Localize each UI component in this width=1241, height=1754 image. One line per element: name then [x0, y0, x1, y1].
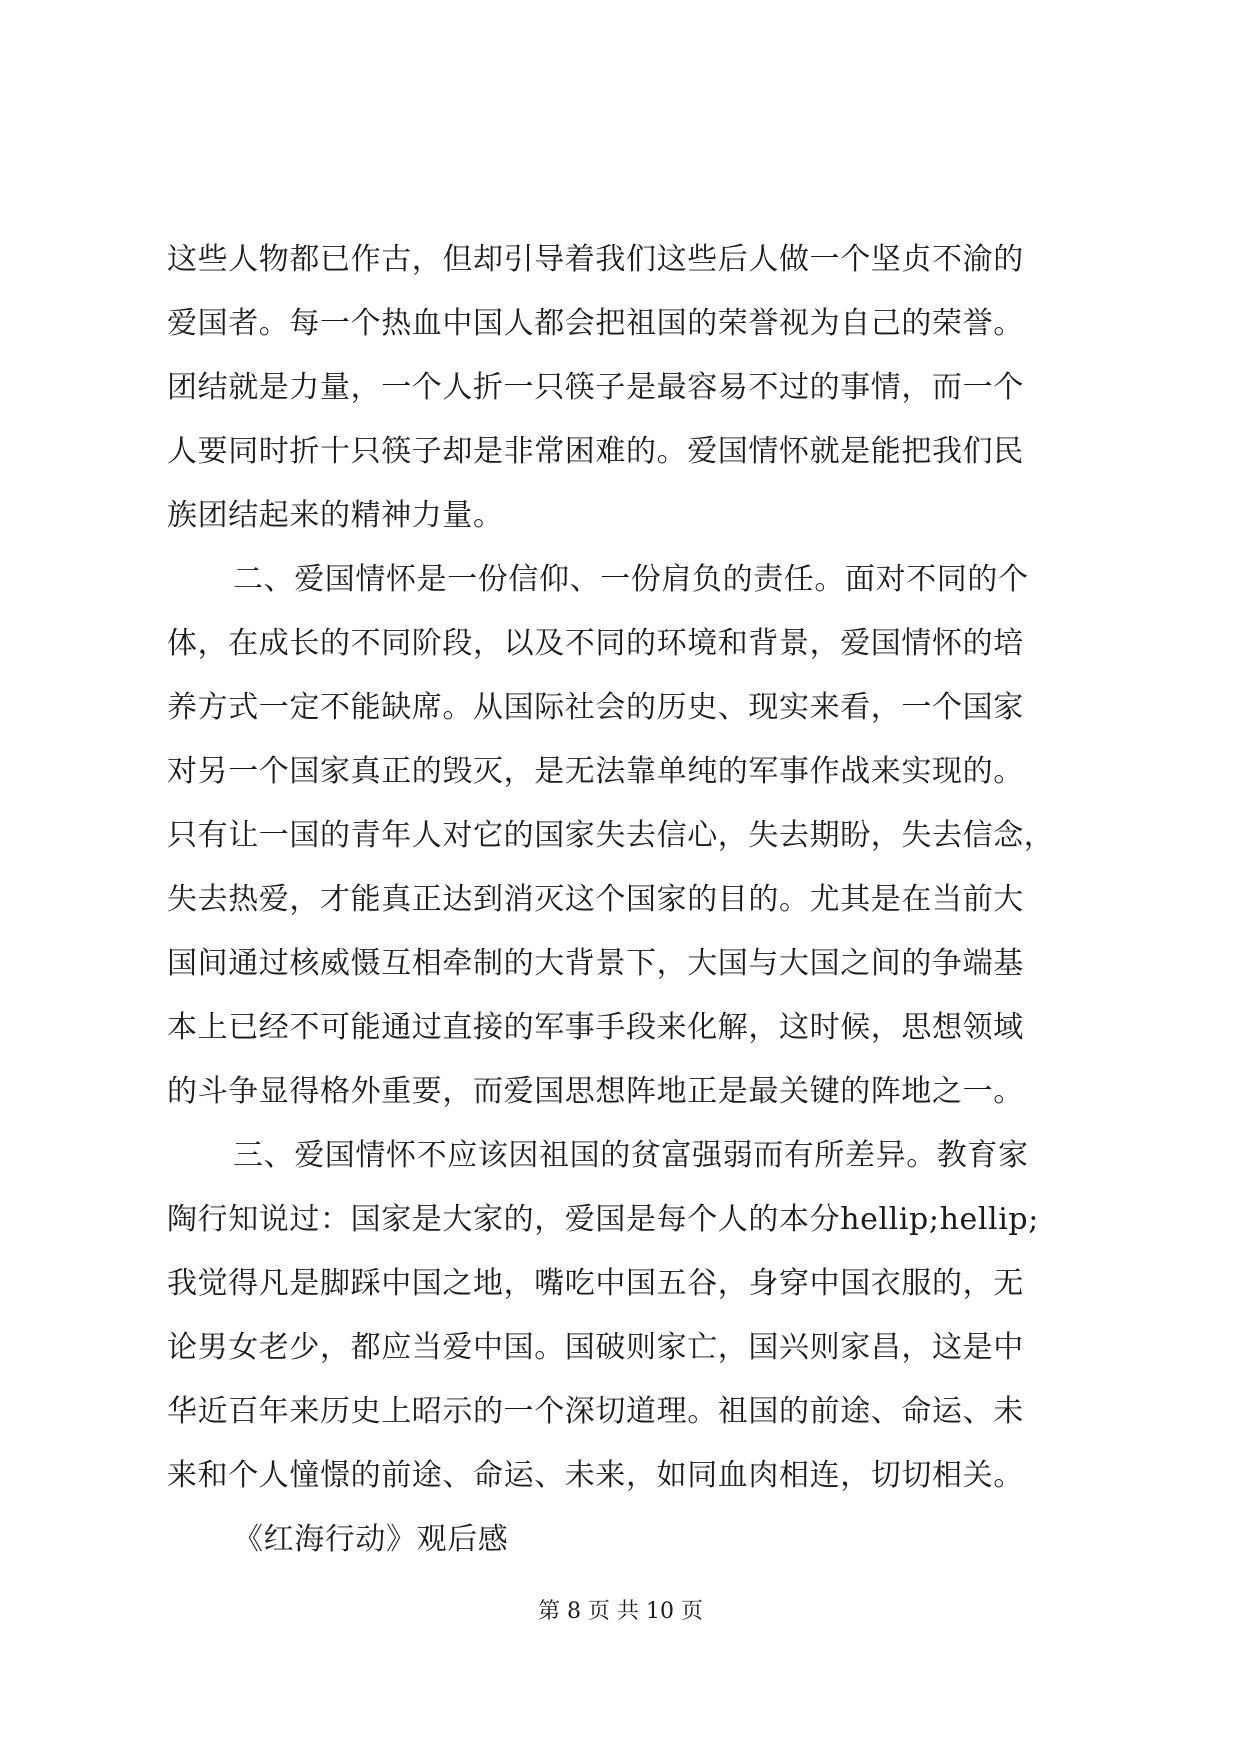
text-line: 我觉得凡是脚踩中国之地，嘴吃中国五谷，身穿中国衣服的，无	[167, 1266, 1024, 1301]
section-heading: 《红海行动》观后感	[233, 1522, 509, 1557]
text-line: 来和个人憧憬的前途、命运、未来，如同血肉相连，切切相关。	[167, 1458, 1024, 1493]
text-line: 陶行知说过：国家是大家的，爱国是每个人的本分hellip;hellip;	[167, 1202, 1039, 1237]
text-line: 国间通过核威慑互相牵制的大背景下，大国与大国之间的争端基	[167, 946, 1024, 981]
text-line: 论男女老少，都应当爱中国。国破则家亡，国兴则家昌，这是中	[167, 1330, 1024, 1365]
text-line: 族团结起来的精神力量。	[167, 498, 504, 533]
document-body	[167, 228, 1087, 1572]
text-line: 三、爱国情怀不应该因祖国的贫富强弱而有所差异。教育家	[233, 1138, 1029, 1173]
text-line: 这些人物都已作古，但却引导着我们这些后人做一个坚贞不渝的	[167, 242, 1024, 277]
text-line: 本上已经不可能通过直接的军事手段来化解，这时候，思想领域	[167, 1010, 1024, 1045]
text-line: 对另一个国家真正的毁灭，是无法靠单纯的军事作战来实现的。	[167, 754, 1024, 789]
page-number-footer: 第 8 页 共 10 页	[538, 1599, 703, 1624]
text-line: 二、爱国情怀是一份信仰、一份肩负的责任。面对不同的个	[233, 562, 1029, 597]
text-line: 只有让一国的青年人对它的国家失去信心，失去期盼，失去信念，	[167, 818, 1055, 853]
text-line: 人要同时折十只筷子却是非常困难的。爱国情怀就是能把我们民	[167, 434, 1024, 469]
text-line: 养方式一定不能缺席。从国际社会的历史、现实来看，一个国家	[167, 690, 1024, 725]
text-line: 的斗争显得格外重要，而爱国思想阵地正是最关键的阵地之一。	[167, 1074, 1024, 1109]
text-line: 爱国者。每一个热血中国人都会把祖国的荣誉视为自己的荣誉。	[167, 306, 1024, 341]
text-line: 团结就是力量，一个人折一只筷子是最容易不过的事情，而一个	[167, 370, 1024, 405]
text-line: 华近百年来历史上昭示的一个深切道理。祖国的前途、命运、未	[167, 1394, 1024, 1429]
text-line: 体，在成长的不同阶段，以及不同的环境和背景，爱国情怀的培	[167, 626, 1024, 661]
text-line: 失去热爱，才能真正达到消灭这个国家的目的。尤其是在当前大	[167, 882, 1024, 917]
